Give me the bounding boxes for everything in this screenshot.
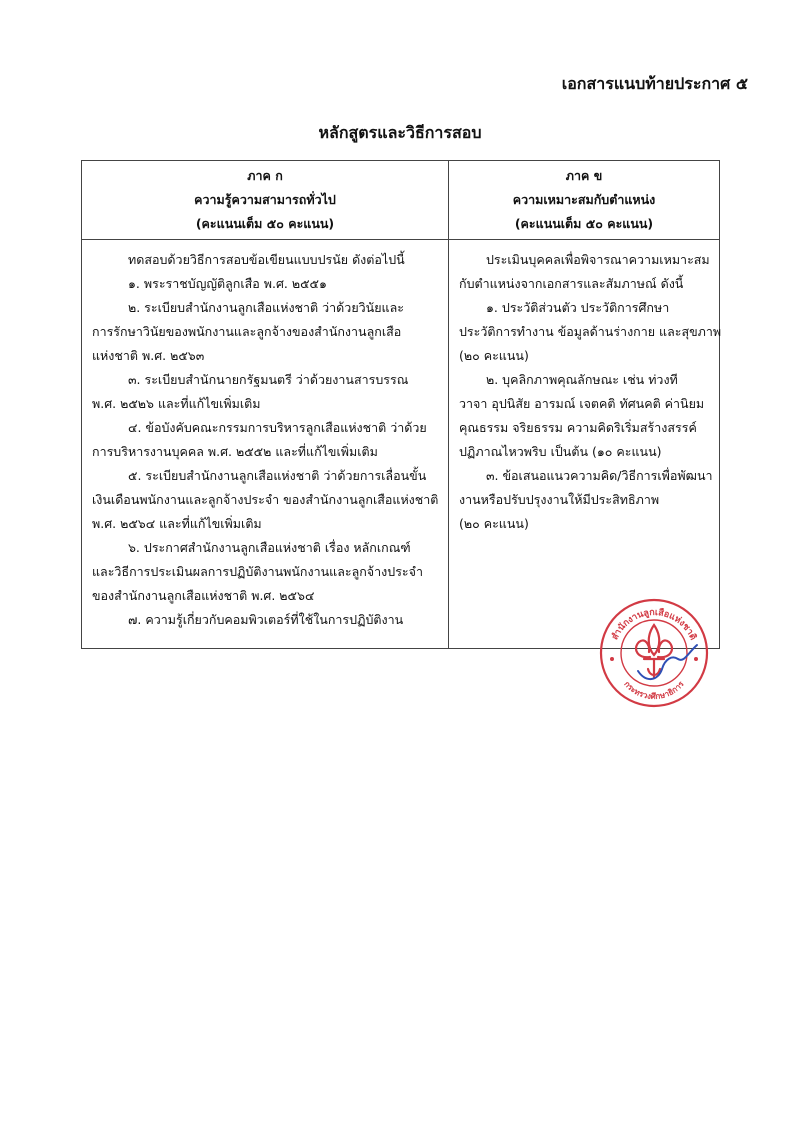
part-b-line: ๑. ประวัติส่วนตัว ประวัติการศึกษา bbox=[486, 300, 670, 315]
part-a-line: และวิธีการประเมินผลการปฏิบัติงานพนักงานและลูกจ้างประจำ bbox=[92, 564, 423, 579]
part-a-header bbox=[82, 161, 449, 240]
fleur-de-lis-icon bbox=[636, 625, 672, 677]
part-a-line: การรักษาวินัยของพนักงานและลูกจ้างของสำนักงานลูกเสือ bbox=[92, 324, 402, 339]
part-b-subject: ความเหมาะสมกับตำแหน่ง bbox=[512, 192, 656, 207]
seal-dot-left bbox=[610, 657, 614, 661]
part-a-score: (คะแนนเต็ม ๕๐ คะแนน) bbox=[195, 216, 335, 231]
seal-bottom-text: กระทรวงศึกษาธิการ bbox=[622, 679, 686, 702]
exam-criteria-table bbox=[81, 160, 720, 649]
part-a-line: ๗. ความรู้เกี่ยวกับคอมพิวเตอร์ที่ใช้ในการปฏิบัติงาน bbox=[128, 612, 404, 627]
part-b-line: ปฏิภาณไหวพริบ เป็นต้น (๑๐ คะแนน) bbox=[459, 444, 662, 459]
signature-mark bbox=[638, 645, 697, 679]
part-b-score: (คะแนนเต็ม ๕๐ คะแนน) bbox=[514, 216, 654, 231]
table-header-row bbox=[82, 161, 720, 240]
part-b-line: ๓. ข้อเสนอแนวความคิด/วิธีการเพื่อพัฒนา bbox=[486, 468, 713, 483]
part-b-header bbox=[449, 161, 720, 240]
part-b-line: ประเมินบุคคลเพื่อพิจารณาความเหมาะสม bbox=[486, 252, 710, 267]
part-b-heading: ภาค ข bbox=[565, 168, 603, 183]
part-a-line: การบริหารงานบุคคล พ.ศ. ๒๕๕๒ และที่แก้ไขเพิ่มเติม bbox=[92, 444, 378, 459]
part-a-line: ๖. ประกาศสำนักงานลูกเสือแห่งชาติ เรื่อง หลักเกณฑ์ bbox=[128, 540, 411, 555]
part-a-line: ๓. ระเบียบสำนักนายกรัฐมนตรี ว่าด้วยงานสารบรรณ bbox=[128, 372, 409, 387]
part-a-line: ทดสอบด้วยวิธีการสอบข้อเขียนแบบปรนัย ดังต่อไปนี้ bbox=[128, 252, 405, 267]
seal-top-text: สำนักงานลูกเสือแห่งชาติ bbox=[610, 607, 698, 642]
part-a-content bbox=[82, 240, 449, 649]
part-a-line: ของสำนักงานลูกเสือแห่งชาติ พ.ศ. ๒๕๖๔ bbox=[92, 588, 315, 603]
part-a-heading: ภาค ก bbox=[247, 168, 283, 183]
part-b-line: วาจา อุปนิสัย อารมณ์ เจตคติ ทัศนคติ ค่านิยม bbox=[459, 396, 705, 411]
part-a-line: ๔. ข้อบังคับคณะกรรมการบริหารลูกเสือแห่งชาติ ว่าด้วย bbox=[128, 420, 427, 435]
part-b-line: งานหรือปรับปรุงงานให้มีประสิทธิภาพ bbox=[459, 492, 660, 507]
part-a-line: เงินเดือนพนักงานและลูกจ้างประจำ ของสำนักงานลูกเสือแห่งชาติ bbox=[92, 492, 439, 507]
part-a-subject: ความรู้ความสามารถทั่วไป bbox=[194, 192, 336, 207]
scout-office-seal bbox=[598, 597, 710, 709]
part-a-line: แห่งชาติ พ.ศ. ๒๕๖๓ bbox=[92, 348, 205, 363]
part-b-content bbox=[449, 240, 720, 649]
part-b-line: ประวัติการทำงาน ข้อมูลด้านร่างกาย และสุขภาพ bbox=[459, 324, 722, 339]
attachment-label: เอกสารแนบท้ายประกาศ ๕ bbox=[561, 74, 748, 93]
part-b-line: คุณธรรม จริยธรรม ความคิดริเริ่มสร้างสรรค์ bbox=[459, 420, 697, 435]
part-b-line: กับตำแหน่งจากเอกสารและสัมภาษณ์ ดังนี้ bbox=[459, 276, 684, 291]
part-a-line: ๕. ระเบียบสำนักงานลูกเสือแห่งชาติ ว่าด้วยการเลื่อนขั้น bbox=[128, 468, 427, 483]
part-b-line: (๒๐ คะแนน) bbox=[459, 516, 529, 531]
part-a-line: พ.ศ. ๒๕๖๔ และที่แก้ไขเพิ่มเติม bbox=[92, 516, 262, 531]
table-body-row bbox=[82, 240, 720, 649]
part-a-line: พ.ศ. ๒๕๒๖ และที่แก้ไขเพิ่มเติม bbox=[92, 396, 261, 411]
document-title: หลักสูตรและวิธีการสอบ bbox=[318, 123, 482, 142]
part-a-line: ๒. ระเบียบสำนักงานลูกเสือแห่งชาติ ว่าด้วยวินัยและ bbox=[128, 300, 404, 315]
part-b-line: (๒๐ คะแนน) bbox=[459, 348, 529, 363]
part-b-line: ๒. บุคลิกภาพคุณลักษณะ เช่น ท่วงที bbox=[486, 372, 678, 387]
seal-dot-right bbox=[694, 657, 698, 661]
part-a-line: ๑. พระราชบัญญัติลูกเสือ พ.ศ. ๒๕๕๑ bbox=[128, 276, 327, 291]
